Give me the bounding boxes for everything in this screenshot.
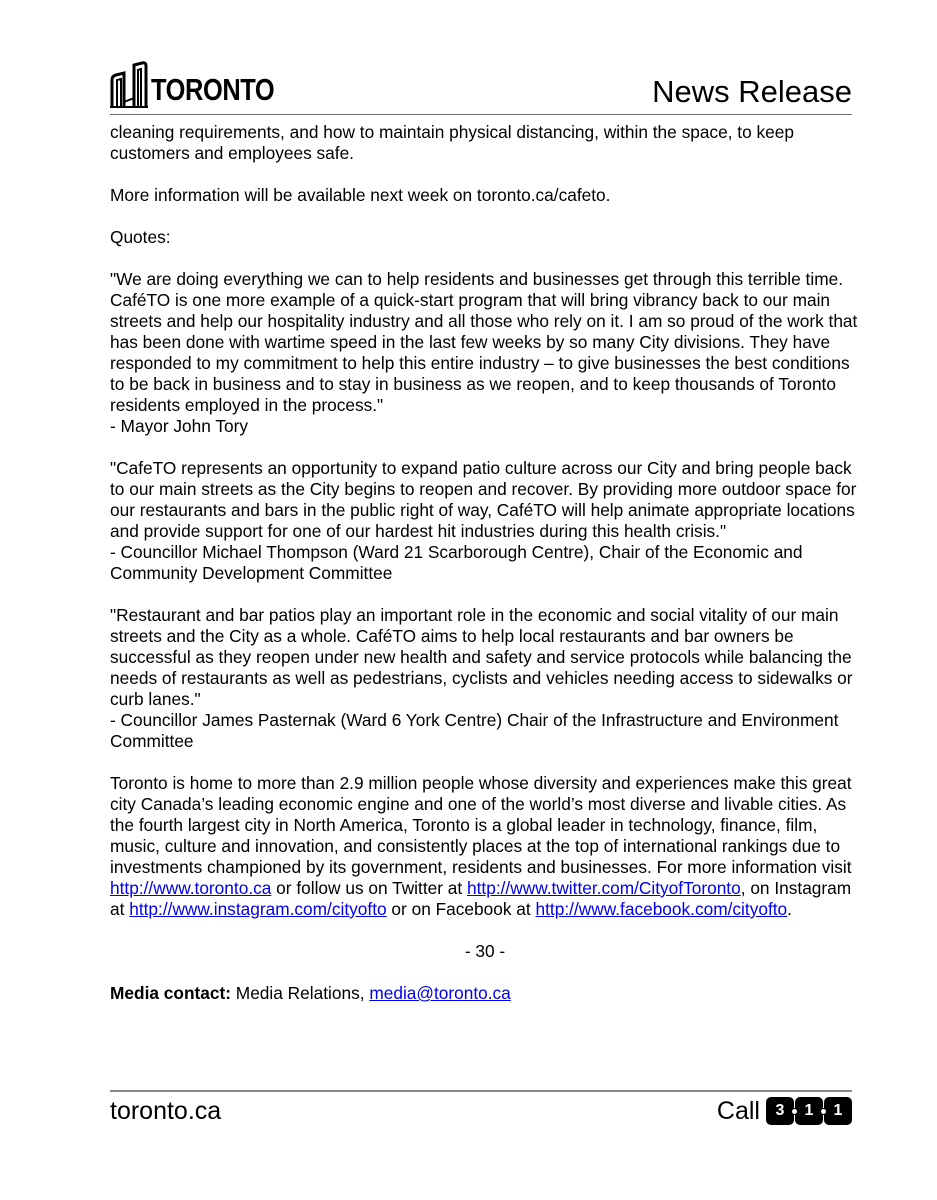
quote-text: "CafeTO represents an opportunity to expand patio culture across our City and bring people back to our main streets as the City begins to reopen and recover. By providing more outdoor space for our restaurants and bars in the public right of way, CaféTO will help animate appropriate locations and provide support for one of our hardest hit industries during this health crisis."	[110, 458, 857, 541]
dot-connector-icon	[820, 1108, 827, 1115]
call-311-badge	[717, 1097, 852, 1125]
boilerplate-text: .	[787, 899, 792, 919]
quote-text: "Restaurant and bar patios play an important role in the economic and social vitality of our main streets and the City as a whole. CaféTO aims to help local restaurants and bar owners be successful as they reopen under new health and safety and service protocols while balancing the needs of restaurants as well as pedestrians, cyclists and vehicles needing access to sidewalks or curb lanes."	[110, 605, 853, 709]
quotes-heading: Quotes:	[110, 227, 171, 247]
quote-attribution: - Councillor James Pasternak (Ward 6 York Centre) Chair of the Infrastructure and Environment Committee	[110, 710, 839, 751]
dot-connector-icon	[791, 1108, 798, 1115]
quote-attribution: - Mayor John Tory	[110, 416, 248, 436]
media-contact	[110, 983, 860, 1004]
phone-digits	[766, 1097, 852, 1125]
digit-key: 3	[766, 1097, 794, 1125]
quote-block	[110, 458, 860, 584]
intro-continuation: cleaning requirements, and how to maintain physical distancing, within the space, to keep customers and employees safe.	[110, 122, 794, 163]
end-marker: - 30 -	[464, 941, 506, 961]
city-hall-icon	[110, 60, 148, 108]
page-header	[110, 58, 852, 114]
media-contact-label: Media contact:	[110, 983, 231, 1003]
boilerplate-text: or follow us on Twitter at	[271, 878, 467, 898]
media-contact-text: Media Relations,	[231, 983, 370, 1003]
call-label: Call	[716, 1096, 760, 1125]
quote-block	[110, 269, 860, 437]
quote-text: "We are doing everything we can to help residents and businesses get through this terrible time. CaféTO is one more example of a quick-start program that will bring vibrancy back to our main streets and help our hospitality industry and all those who rely on it. I am so proud of the work that has been done with wartime speed in the last few weeks by so many City divisions. They have responded to my commitment to help this entire industry – to give businesses the best conditions to be back in business and to stay in business as we reopen, and to keep thousands of Toronto residents employed in the process."	[110, 269, 858, 415]
boilerplate-text: , on Instagram at	[110, 878, 852, 919]
footer-divider	[110, 1090, 852, 1092]
toronto-logo	[110, 58, 301, 108]
footer-website: toronto.ca	[110, 1097, 222, 1125]
twitter-link[interactable]: http://www.twitter.com/CityofToronto	[467, 878, 741, 898]
quote-attribution: - Councillor Michael Thompson (Ward 21 Scarborough Centre), Chair of the Economic and Community Development Committee	[110, 542, 803, 583]
logo-wordmark: TORONTO	[151, 72, 275, 107]
quote-block	[110, 605, 860, 752]
boilerplate-text: or on Facebook at	[386, 899, 536, 919]
boilerplate-paragraph	[110, 773, 860, 920]
page-title: News Release	[652, 74, 852, 109]
more-info: More information will be available next week on toronto.ca/cafeto.	[110, 185, 611, 205]
boilerplate-text: Toronto is home to more than 2.9 million people whose diversity and experiences make this great city Canada’s leading economic engine and one of the world’s most diverse and livable cities. As the fourth largest city in North America, Toronto is a global leader in technology, finance, film, music, culture and innovation, and consistently places at the top of international rankings due to investments championed by its government, residents and businesses. For more information visit	[110, 773, 852, 877]
instagram-link[interactable]: http://www.instagram.com/cityofto	[129, 899, 387, 919]
header-divider	[110, 114, 852, 115]
digit-key: 1	[795, 1097, 823, 1125]
media-email-link[interactable]: media@toronto.ca	[369, 983, 511, 1003]
digit-key: 1	[824, 1097, 852, 1125]
facebook-link[interactable]: http://www.facebook.com/cityofto	[535, 899, 788, 919]
website-link[interactable]: http://www.toronto.ca	[110, 878, 272, 898]
release-body	[110, 122, 860, 1025]
